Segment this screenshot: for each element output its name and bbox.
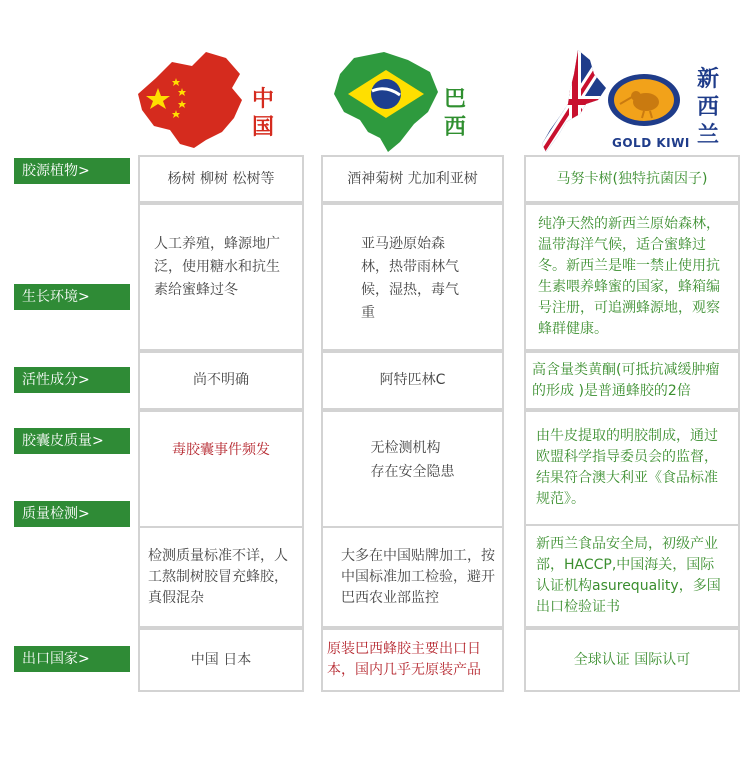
brazil-quality-text: 大多在中国贴牌加工，按中国标准加工检验，避开巴西农业部监控 [341,547,495,606]
row-label-capsule: 胶囊皮质量> [14,428,130,454]
nz-environment-text: 纯净天然的新西兰原始森林，温带海洋气候，适合蜜蜂过冬。新西兰是唯一禁止使用抗生素喂养蜂蜜的国家，蜂箱编号注册，可追溯蜂源地，观察蜂群健康。 [538,216,720,337]
china-capsule-text: 毒胶囊事件频发 [172,442,270,458]
china-name: 中国 [251,87,274,140]
row-label-active: 活性成分> [14,367,130,393]
nz-export-text: 全球认证 国际认可 [573,651,691,668]
brazil-export-cell [321,628,504,692]
nz-quality-cell [524,524,740,628]
brazil-name: 巴西 [443,87,466,140]
nz-source-text: 马努卡树(独特抗菌因子) [556,170,708,187]
brazil-environment-text: 亚马逊原始森林，热带雨林气候，湿热，毒气重 [361,236,459,321]
row-label-environment: 生长环境> [14,284,130,310]
new-zealand-header [540,44,740,156]
nz-quality-text: 新西兰食品安全局，初级产业部，HACCP,中国海关，国际认证机构asurequality，多国出口检验证书 [536,536,721,615]
china-quality-text: 检测质量标准不详，人工熬制树胶冒充蜂胶，真假混杂 [148,547,288,606]
china-export-cell [138,628,304,692]
china-source-text: 杨树 柳树 松树等 [167,170,275,187]
china-export-text: 中国 日本 [190,651,252,668]
brazil-header [330,50,480,156]
brazil-capsule-text: 无检测机构 存在安全隐患 [370,440,455,480]
brazil-environment-cell [321,203,504,351]
new-zealand-map-flag-icon [540,48,610,156]
gold-kiwi-logo-icon [602,70,686,136]
row-label-source: 胶源植物> [14,158,130,184]
brazil-export-text: 原装巴西蜂胶主要出口日本，国内几乎无原装产品 [327,641,481,678]
china-active-text: 尚不明确 [193,372,249,388]
nz-capsule-text: 由牛皮提取的明胶制成，通过欧盟科学指导委员会的监督，结果符合澳大利亚《食品标准规范》。 [536,428,718,507]
brazil-capsule-cell [321,410,504,528]
nz-active-cell [524,351,740,410]
china-environment-cell [138,203,304,351]
china-source-cell [138,155,304,203]
brazil-source-text: 酒神菊树 尤加利亚树 [347,170,478,187]
china-quality-cell [138,526,304,628]
gold-kiwi-logo-text: GOLD KIWI [612,136,690,150]
nz-environment-cell [524,203,740,351]
row-label-quality: 质量检测> [14,501,130,527]
nz-export-cell [524,628,740,692]
china-map-flag-icon [136,48,248,152]
china-active-cell [138,351,304,410]
nz-source-cell [524,155,740,203]
china-capsule-cell [138,410,304,528]
china-environment-text: 人工养殖，蜂源地广泛，使用糖水和抗生素给蜜蜂过冬 [154,236,280,298]
nz-active-text: 高含量类黄酮(可抵抗减缓肿瘤的形成 )是普通蜂胶的2倍 [532,361,720,399]
brazil-map-flag-icon [330,50,442,154]
new-zealand-name: 新西兰 [696,67,719,148]
brazil-quality-cell [321,526,504,628]
brazil-active-text: 阿特匹林C [379,372,446,388]
row-label-export: 出口国家> [14,646,130,672]
nz-capsule-cell [524,410,740,526]
china-header [136,48,306,158]
brazil-source-cell [321,155,504,203]
brazil-active-cell [321,351,504,410]
